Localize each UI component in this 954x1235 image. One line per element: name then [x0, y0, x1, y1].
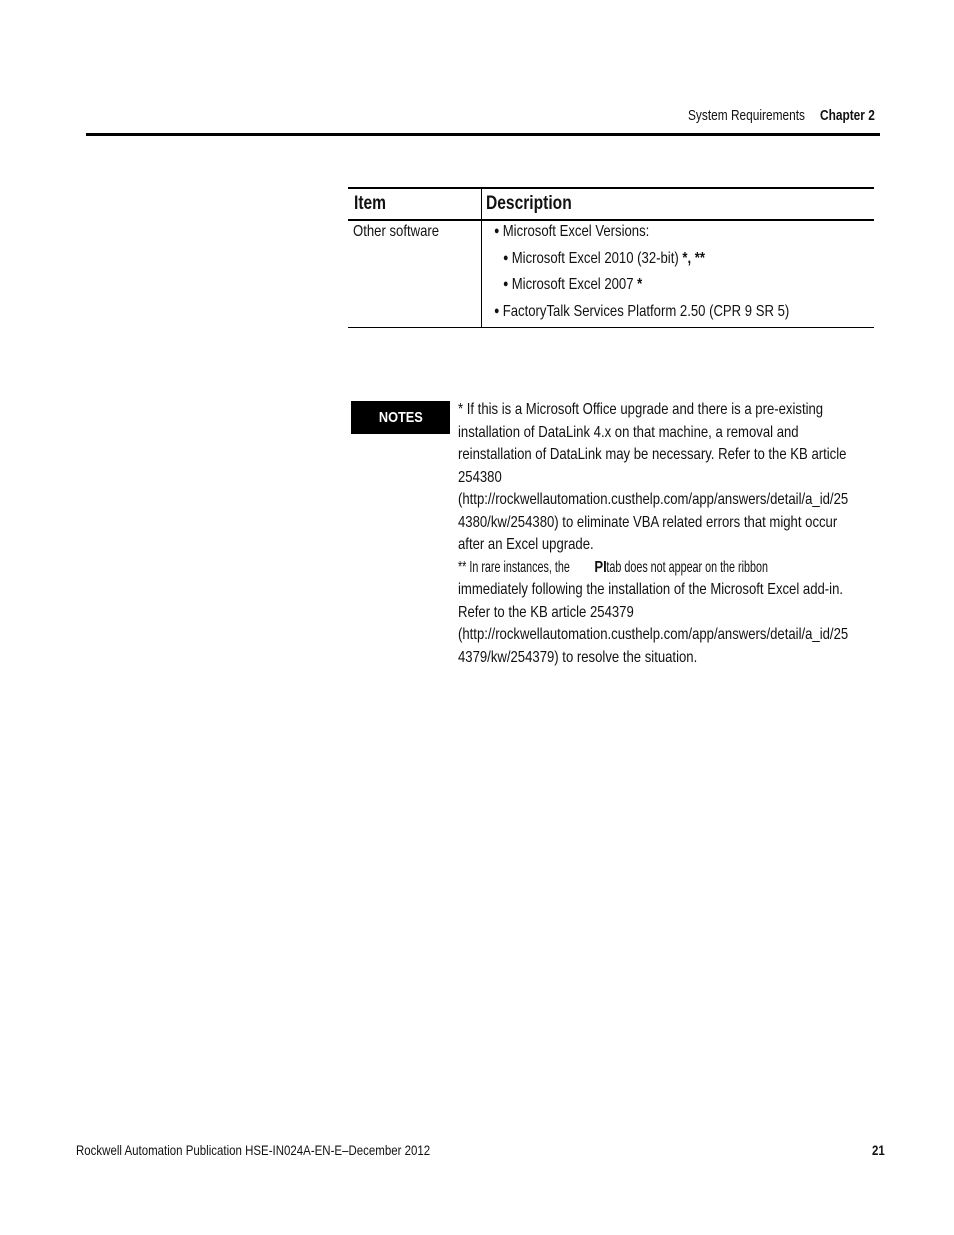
- notes-line: (http://rockwellautomation.custhelp.com/app/answers/detail/a_id/25: [458, 626, 849, 643]
- footnote-marks: *: [637, 276, 643, 293]
- notes-line: installation of DataLink 4.x on that machine, a removal and: [458, 423, 799, 441]
- header-section-title: System Requirements: [688, 108, 805, 124]
- notes-line: 4380/kw/254380) to eliminate VBA related errors that might occur: [458, 513, 838, 531]
- pi-tab-label: PI: [594, 558, 607, 576]
- notes-line: 254380: [458, 468, 502, 486]
- footnote-marks: *, **: [682, 250, 705, 267]
- bullet-icon: ●: [503, 278, 509, 290]
- table-column-divider: [481, 187, 482, 328]
- bullet-icon: ●: [503, 252, 509, 264]
- list-item: ● Microsoft Excel 2010 (32-bit) *, **: [503, 250, 705, 267]
- notes-line: reinstallation of DataLink may be necessary. Refer to the KB article: [458, 446, 847, 463]
- table-header-rule: [348, 219, 874, 221]
- notes-badge: NOTES: [351, 401, 450, 434]
- notes-line: 4379/kw/254379) to resolve the situation.: [458, 648, 698, 666]
- table-top-rule: [348, 187, 874, 189]
- header-chapter-label: Chapter 2: [820, 108, 875, 124]
- notes-line: immediately following the installation of the Microsoft Excel add-in.: [458, 581, 844, 598]
- list-item: ● FactoryTalk Services Platform 2.50 (CPR 9 SR 5): [494, 303, 790, 320]
- notes-line: Refer to the KB article 254379: [458, 603, 634, 621]
- header-rule: [86, 133, 880, 136]
- bullet-icon: ●: [494, 305, 500, 317]
- list-item: ● Microsoft Excel Versions:: [494, 223, 650, 240]
- page-number: 21: [872, 1142, 885, 1158]
- column-header-description: Description: [486, 193, 572, 214]
- page-header: [0, 108, 954, 128]
- table-bottom-rule: [348, 327, 874, 328]
- notes-line: (http://rockwellautomation.custhelp.com/app/answers/detail/a_id/25: [458, 491, 849, 508]
- table-cell-item: Other software: [353, 223, 440, 240]
- notes-line: * If this is a Microsoft Office upgrade and there is a pre-existing: [458, 401, 824, 418]
- notes-text: [458, 399, 888, 669]
- column-header-item: Item: [354, 193, 387, 214]
- notes-line: after an Excel upgrade.: [458, 536, 594, 553]
- bullet-icon: ●: [494, 225, 500, 237]
- footer-publication: Rockwell Automation Publication HSE-IN024A-EN-E–December 2012: [76, 1142, 431, 1158]
- list-item: ● Microsoft Excel 2007 *: [503, 276, 643, 293]
- notes-line: ** In rare instances, thePItab does not appear on the ribbon: [458, 558, 769, 576]
